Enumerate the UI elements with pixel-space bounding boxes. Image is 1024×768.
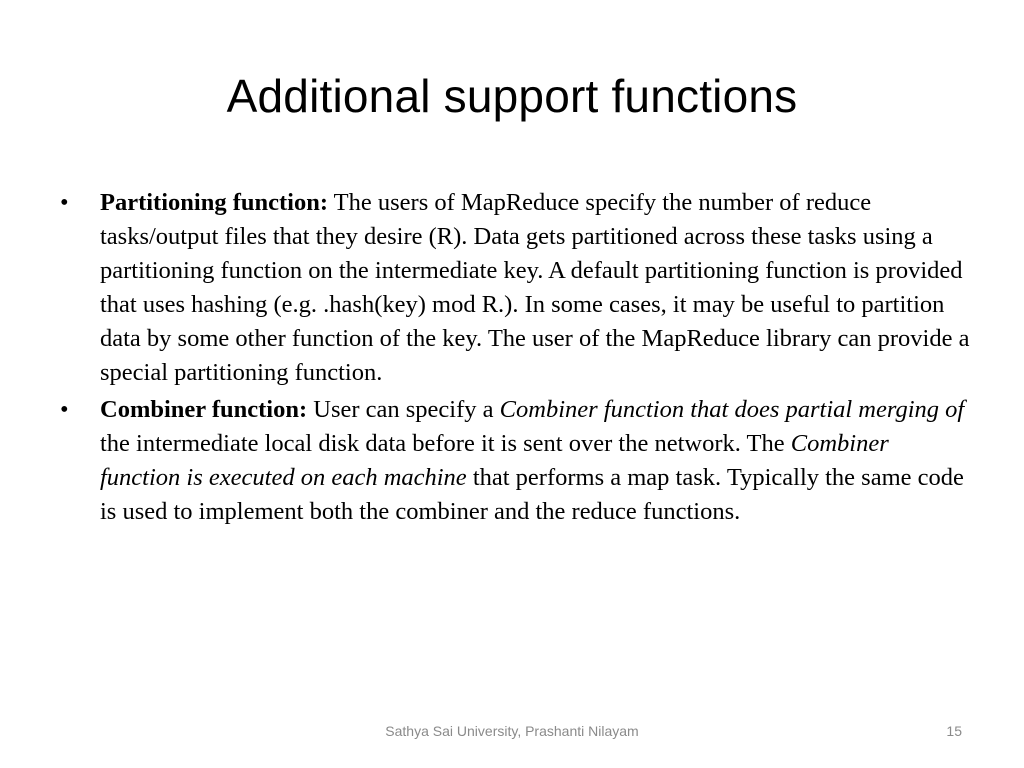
bullet-heading: Combiner function:	[100, 396, 308, 423]
slide-title: Additional support functions	[226, 70, 798, 122]
bullet-partitioning-function	[60, 186, 970, 390]
bullet-text: the intermediate local disk data before it is sent over the network. The	[100, 430, 791, 457]
bullet-text: User can specify a	[307, 396, 500, 423]
italic-text: Combiner function that does partial merging of	[499, 396, 965, 423]
bullet-combiner-function	[60, 393, 970, 529]
footer-text: Sathya Sai University, Prashanti Nilayam	[385, 723, 639, 739]
bullet-point: •	[60, 189, 69, 216]
bullet-text: that performs a map task. Typically the same code is used to implement both the combiner and the reduce functions.	[100, 464, 964, 525]
bullet-list	[60, 186, 970, 529]
italic-text: Combiner function is executed on each machine	[100, 430, 889, 491]
bullet-heading: Partitioning function:	[100, 189, 328, 216]
slide-body	[60, 186, 970, 532]
bullet-text: The users of MapReduce specify the number of reduce tasks/output files that they desire (R). Data gets partitioned across these tasks using a partitioning function on the intermediate key. A default partitioning function is provided that uses hashing (e.g. .hash(key) mod R.). In some cases, it may be useful to partition data by some other function of the key. The user of the MapReduce library can provide a special partitioning function.	[100, 189, 970, 386]
slide-number: 15	[946, 723, 962, 739]
bullet-point: •	[60, 396, 69, 423]
